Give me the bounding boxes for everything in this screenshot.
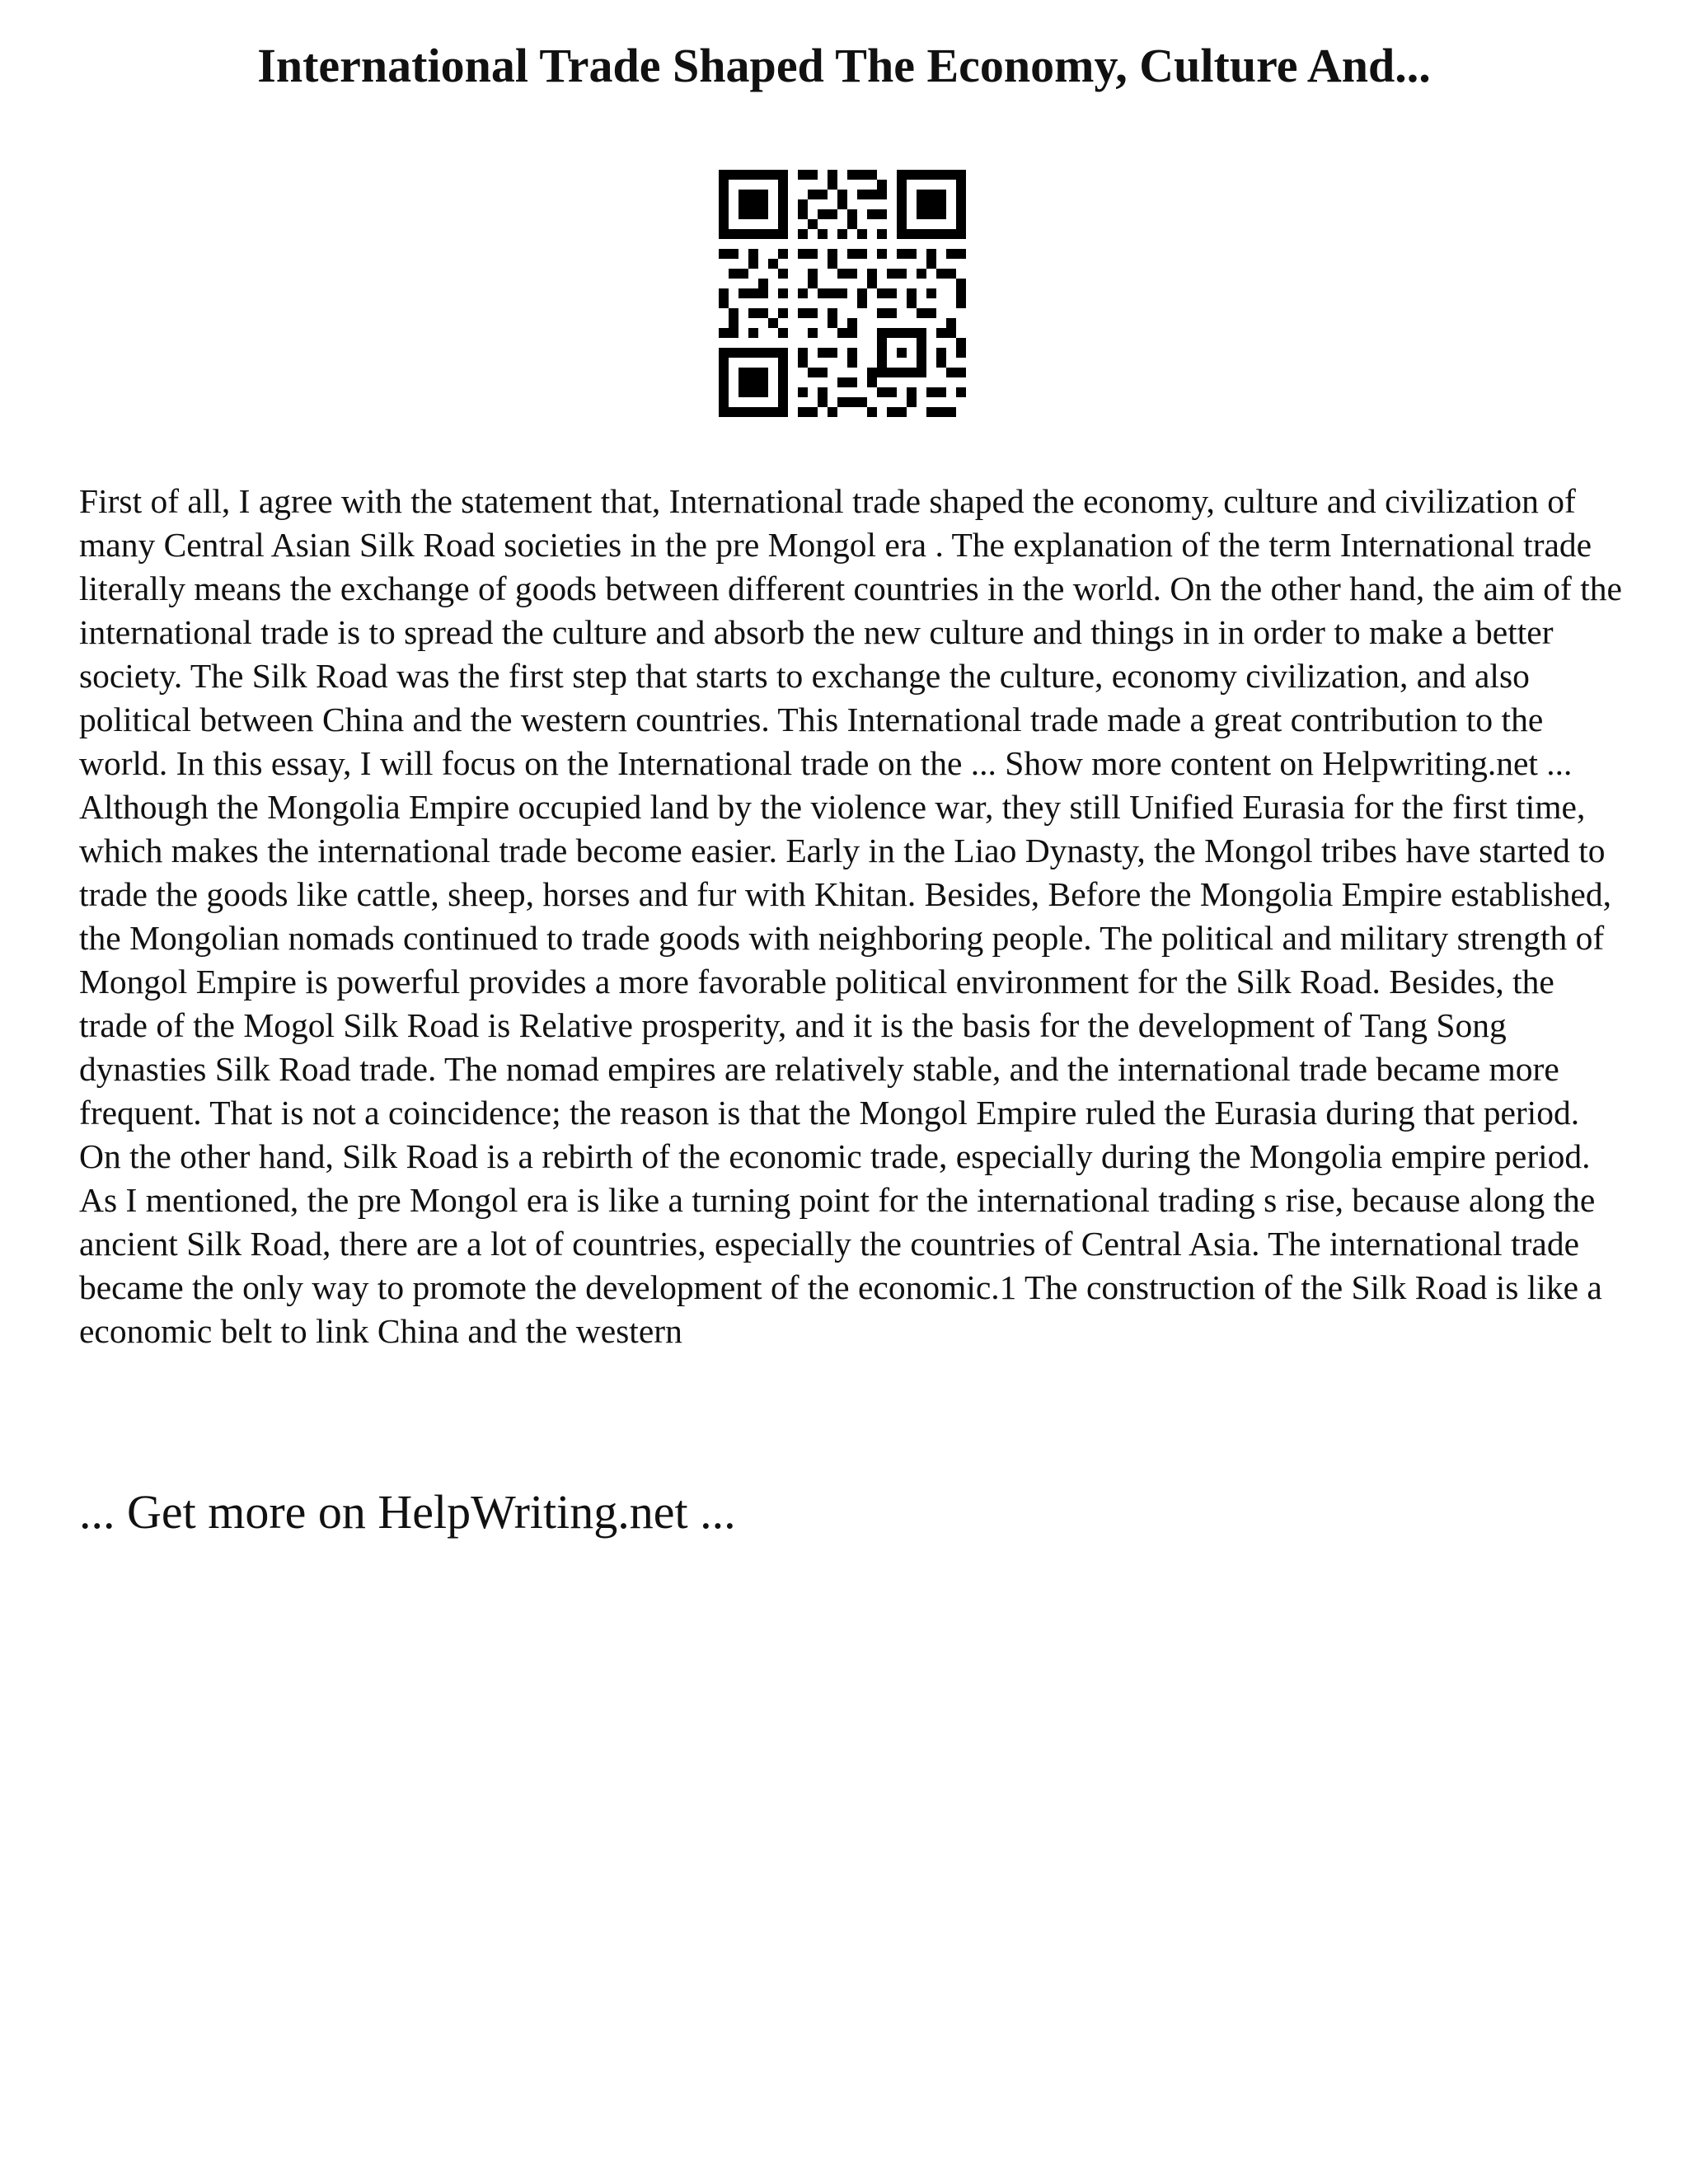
paragraph-1: First of all, I agree with the statement that, International trade shaped the economy, culture and civilization of many Central Asian Silk Road societies in the pre Mongol era . The explanation of the term International trade literally means the exchange of goods between different countries in the world. On the other hand, the aim of the international trade is to spread the culture and absorb the new culture and things in in order to make a better society. The Silk Road was the first step that starts to exchange the culture, economy civilization, and also political between China and the western countries. This International trade made a great contribution to the world. In this essay, I will focus on the International trade on the ... Show more content on Helpwriting.net ...	[79, 482, 1622, 782]
paragraph-2: Although the Mongolia Empire occupied land by the violence war, they still Unified Eurasia for the first time, which makes the international trade become easier. Early in the Liao Dynasty, the Mongol tribes have started to trade the goods like cattle, sheep, horses and fur with Khitan. Besides, Before the Mongolia Empire established, the Mongolian nomads continued to trade goods with neighboring people. The political and military strength of Mongol Empire is powerful provides a more favorable political environment for the Silk Road. Besides, the trade of the Mogol Silk Road is Relative prosperity, and it is the basis for the development of Tang Song dynasties Silk Road trade. The nomad empires are relatively stable, and the international trade became more frequent. That is not a coincidence; the reason is that the Mongol Empire ruled the Eurasia during that period. On the other hand, Silk Road is a rebirth of the economic trade, especially during the Mongolia empire period. As I mentioned, the pre Mongol era is like a turning point for the international trading s rise, because along the ancient Silk Road, there are a lot of countries, especially the countries of Central Asia. The international trade became the only way to promote the development of the economic.1 The construction of the Silk Road is like a economic belt to link China and the western	[79, 788, 1611, 1350]
get-more-link[interactable]: ... Get more on HelpWriting.net ...	[79, 1485, 736, 1539]
document-body	[79, 480, 1625, 1353]
qr-code-icon[interactable]	[719, 170, 966, 417]
document-title: International Trade Shaped The Economy, Culture And...	[257, 39, 1431, 92]
